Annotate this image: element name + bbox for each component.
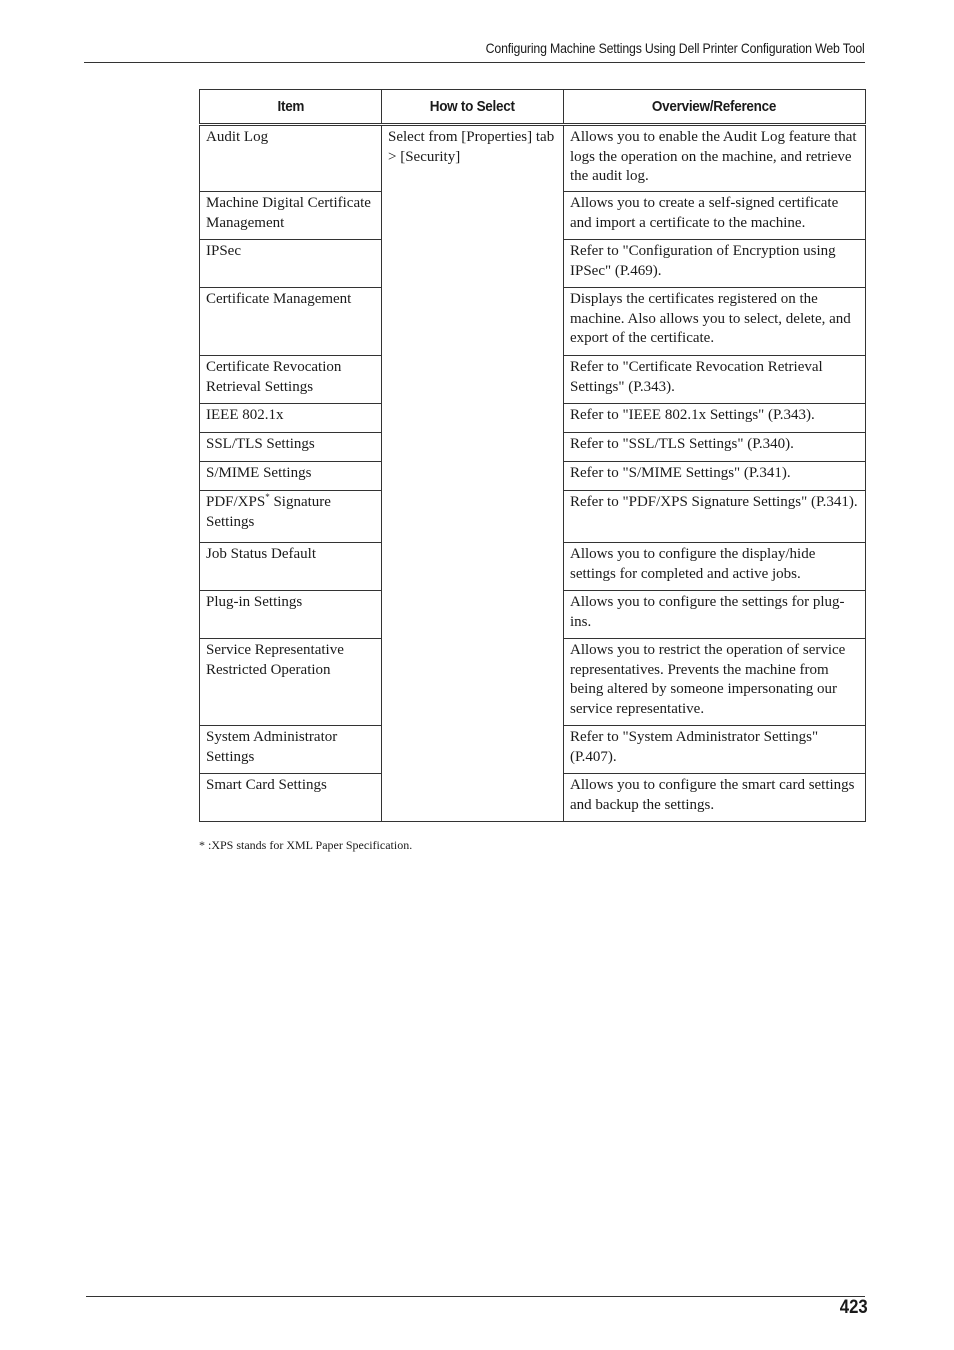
- security-settings-table: [199, 89, 866, 822]
- item-text-prefix: PDF/XPS: [206, 494, 266, 510]
- footer-rule: [86, 1296, 865, 1297]
- overview-cell: Refer to "IEEE 802.1x Settings" (P.343).: [564, 404, 866, 433]
- item-cell: Machine Digital Certificate Management: [200, 192, 382, 240]
- item-cell: Plug-in Settings: [200, 591, 382, 639]
- overview-cell: Allows you to configure the settings for plug-ins.: [564, 591, 866, 639]
- overview-cell: Allows you to restrict the operation of service representatives. Prevents the machine from being altered by someone impersonating our service representative.: [564, 639, 866, 726]
- overview-cell: Refer to "SSL/TLS Settings" (P.340).: [564, 433, 866, 462]
- column-header-item: Item: [200, 90, 382, 125]
- overview-cell: Allows you to configure the smart card settings and backup the settings.: [564, 774, 866, 822]
- item-cell: Smart Card Settings: [200, 774, 382, 822]
- item-cell: SSL/TLS Settings: [200, 433, 382, 462]
- running-header: Configuring Machine Settings Using Dell Printer Configuration Web Tool: [486, 40, 865, 56]
- item-cell: Certificate Revocation Retrieval Settings: [200, 356, 382, 404]
- item-cell: Audit Log: [200, 125, 382, 192]
- overview-cell: Allows you to configure the display/hide settings for completed and active jobs.: [564, 543, 866, 591]
- page-number: 423: [840, 1297, 868, 1318]
- item-text-suffix: Signature Settings: [206, 494, 331, 530]
- table-row: [200, 125, 866, 192]
- overview-cell: Refer to "Configuration of Encryption using IPSec" (P.469).: [564, 240, 866, 288]
- footnote: * :XPS stands for XML Paper Specification.: [199, 838, 413, 852]
- item-cell: IPSec: [200, 240, 382, 288]
- overview-cell: Refer to "System Administrator Settings" (P.407).: [564, 726, 866, 774]
- overview-cell: Refer to "S/MIME Settings" (P.341).: [564, 462, 866, 491]
- item-cell: S/MIME Settings: [200, 462, 382, 491]
- header-rule: [84, 62, 865, 63]
- how-to-select-cell: Select from [Properties] tab > [Security]: [382, 125, 564, 822]
- overview-cell: Allows you to create a self-signed certificate and import a certificate to the machine.: [564, 192, 866, 240]
- item-cell: Job Status Default: [200, 543, 382, 591]
- column-header-overview: Overview/Reference: [564, 90, 866, 125]
- item-cell: Service Representative Restricted Operation: [200, 639, 382, 726]
- overview-cell: Refer to "Certificate Revocation Retrieval Settings" (P.343).: [564, 356, 866, 404]
- overview-cell: Refer to "PDF/XPS Signature Settings" (P.341).: [564, 491, 866, 543]
- item-cell: System Administrator Settings: [200, 726, 382, 774]
- overview-cell: Allows you to enable the Audit Log feature that logs the operation on the machine, and retrieve the audit log.: [564, 125, 866, 192]
- item-cell: Certificate Management: [200, 288, 382, 356]
- item-cell: IEEE 802.1x: [200, 404, 382, 433]
- item-cell: [200, 491, 382, 543]
- column-header-how-to-select: How to Select: [382, 90, 564, 125]
- footnote-mark: *: [265, 492, 270, 502]
- overview-cell: Displays the certificates registered on the machine. Also allows you to select, delete, and export of the certificate.: [564, 288, 866, 356]
- table-header-row: [200, 90, 866, 125]
